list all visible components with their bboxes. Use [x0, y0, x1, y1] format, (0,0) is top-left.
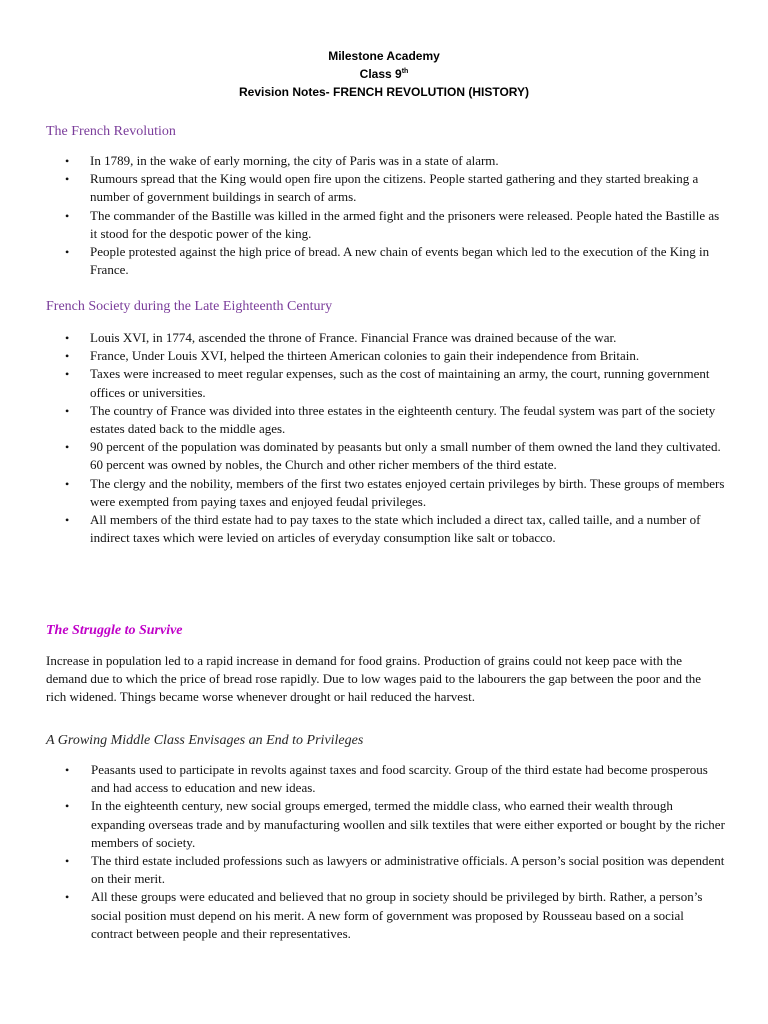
bullet-icon: •	[65, 367, 70, 382]
list-item-text: Peasants used to participate in revolts against taxes and food scarcity. Group of the third estate had become prosperous and had access to education and new ideas.	[91, 762, 708, 796]
bullet-icon: •	[65, 403, 70, 418]
list-item	[0, 438, 728, 474]
list-item	[0, 761, 728, 797]
bullet-icon: •	[65, 854, 70, 869]
list-item-text: All these groups were educated and believed that no group in society should be privileged by birth. Rather, a person’s social position must depend on his merit. A new form of government was proposed by Rousseau based on a social contract between people and their representatives.	[91, 889, 703, 941]
section-heading-struggle-to-survive: The Struggle to Survive	[46, 623, 183, 638]
list-item-text: The third estate included professions such as lawyers or administrative officials. A person’s social position was dependent on their merit.	[91, 853, 725, 887]
bullet-icon: •	[65, 349, 70, 364]
document-title: Revision Notes- FRENCH REVOLUTION (HISTORY)	[238, 85, 530, 99]
bullet-icon: •	[65, 799, 70, 814]
section-4-bullet-list	[0, 761, 728, 943]
list-item	[0, 888, 728, 943]
bullet-icon: •	[65, 154, 70, 168]
list-item	[0, 511, 728, 547]
list-item-text: Rumours spread that the King would open fire upon the citizens. People started gathering and they started breaking a number of government buildings in search of arms.	[90, 171, 699, 205]
document-header	[0, 47, 768, 101]
list-item-text: Taxes were increased to meet regular expenses, such as the cost of maintaining an army, the court, running government offices or universities.	[90, 366, 710, 400]
list-item-text: In 1789, in the wake of early morning, the city of Paris was in a state of alarm.	[90, 153, 499, 168]
list-item	[0, 852, 728, 888]
list-item-text: The country of France was divided into three estates in the eighteenth century. The feudal system was part of the society estates dated back to the middle ages.	[90, 402, 716, 437]
bullet-icon: •	[65, 440, 70, 455]
list-item	[0, 475, 728, 511]
class-label	[0, 65, 768, 83]
bullet-icon: •	[65, 763, 70, 777]
list-item	[0, 365, 728, 401]
list-item	[0, 797, 728, 852]
class-superscript: th	[401, 68, 409, 75]
list-item-text: People protested against the high price of bread. A new chain of events began which led to the execution of the King in France.	[90, 244, 710, 278]
section-1-bullet-list	[0, 152, 728, 279]
list-item	[0, 152, 728, 170]
bullet-icon: •	[65, 476, 70, 491]
bullet-icon: •	[65, 513, 70, 528]
list-item-text: In the eighteenth century, new social groups emerged, termed the middle class, who earned their wealth through expanding overseas trade and by manufacturing woollen and silk textiles that were either exported or bought by the richer members of society.	[91, 798, 725, 850]
list-item-text: 90 percent of the population was dominated by peasants but only a small number of them owned the land they cultivated. 60 percent was owned by nobles, the Church and other richer members of the third estate.	[90, 439, 721, 473]
list-item	[0, 402, 728, 438]
list-item	[0, 347, 728, 365]
list-item	[0, 243, 728, 279]
section-heading-french-revolution: The French Revolution	[46, 124, 176, 139]
class-text: Class 9	[359, 67, 402, 81]
bullet-icon: •	[65, 172, 70, 187]
list-item-text: France, Under Louis XVI, helped the thirteen American colonies to gain their independence from Britain.	[90, 348, 640, 364]
bullet-icon: •	[65, 331, 70, 345]
school-name: Milestone Academy	[328, 49, 440, 63]
list-item-text: All members of the third estate had to pay taxes to the state which included a direct tax, called taille, and a number of indirect taxes which were levied on articles of everyday consumption like salt or tobacco.	[90, 512, 701, 546]
bullet-icon: •	[65, 245, 70, 260]
list-item	[0, 329, 728, 347]
section-heading-middle-class: A Growing Middle Class Envisages an End to Privileges	[46, 733, 364, 748]
list-item	[0, 170, 728, 206]
bullet-icon: •	[65, 890, 70, 905]
list-item	[0, 207, 728, 243]
section-2-bullet-list	[0, 329, 728, 547]
section-heading-french-society: French Society during the Late Eighteenth Century	[46, 299, 333, 314]
struggle-paragraph: Increase in population led to a rapid increase in demand for food grains. Production of grains could not keep pace with the demand due to which the price of bread rose rapidly. Due to low wages paid to the labourers the gap between the poor and the rich widened. Things became worse whenever drought or hail reduced the harvest.	[46, 653, 702, 705]
list-item-text: Louis XVI, in 1774, ascended the throne of France. Financial France was drained because of the war.	[90, 330, 617, 345]
list-item-text: The clergy and the nobility, members of the first two estates enjoyed certain privileges by birth. These groups of members were exempted from paying taxes and enjoyed feudal privileges.	[90, 475, 725, 509]
list-item-text: The commander of the Bastille was killed in the armed fight and the prisoners were released. People hated the Bastille as it stood for the despotic power of the king.	[90, 207, 720, 241]
bullet-icon: •	[65, 208, 70, 223]
